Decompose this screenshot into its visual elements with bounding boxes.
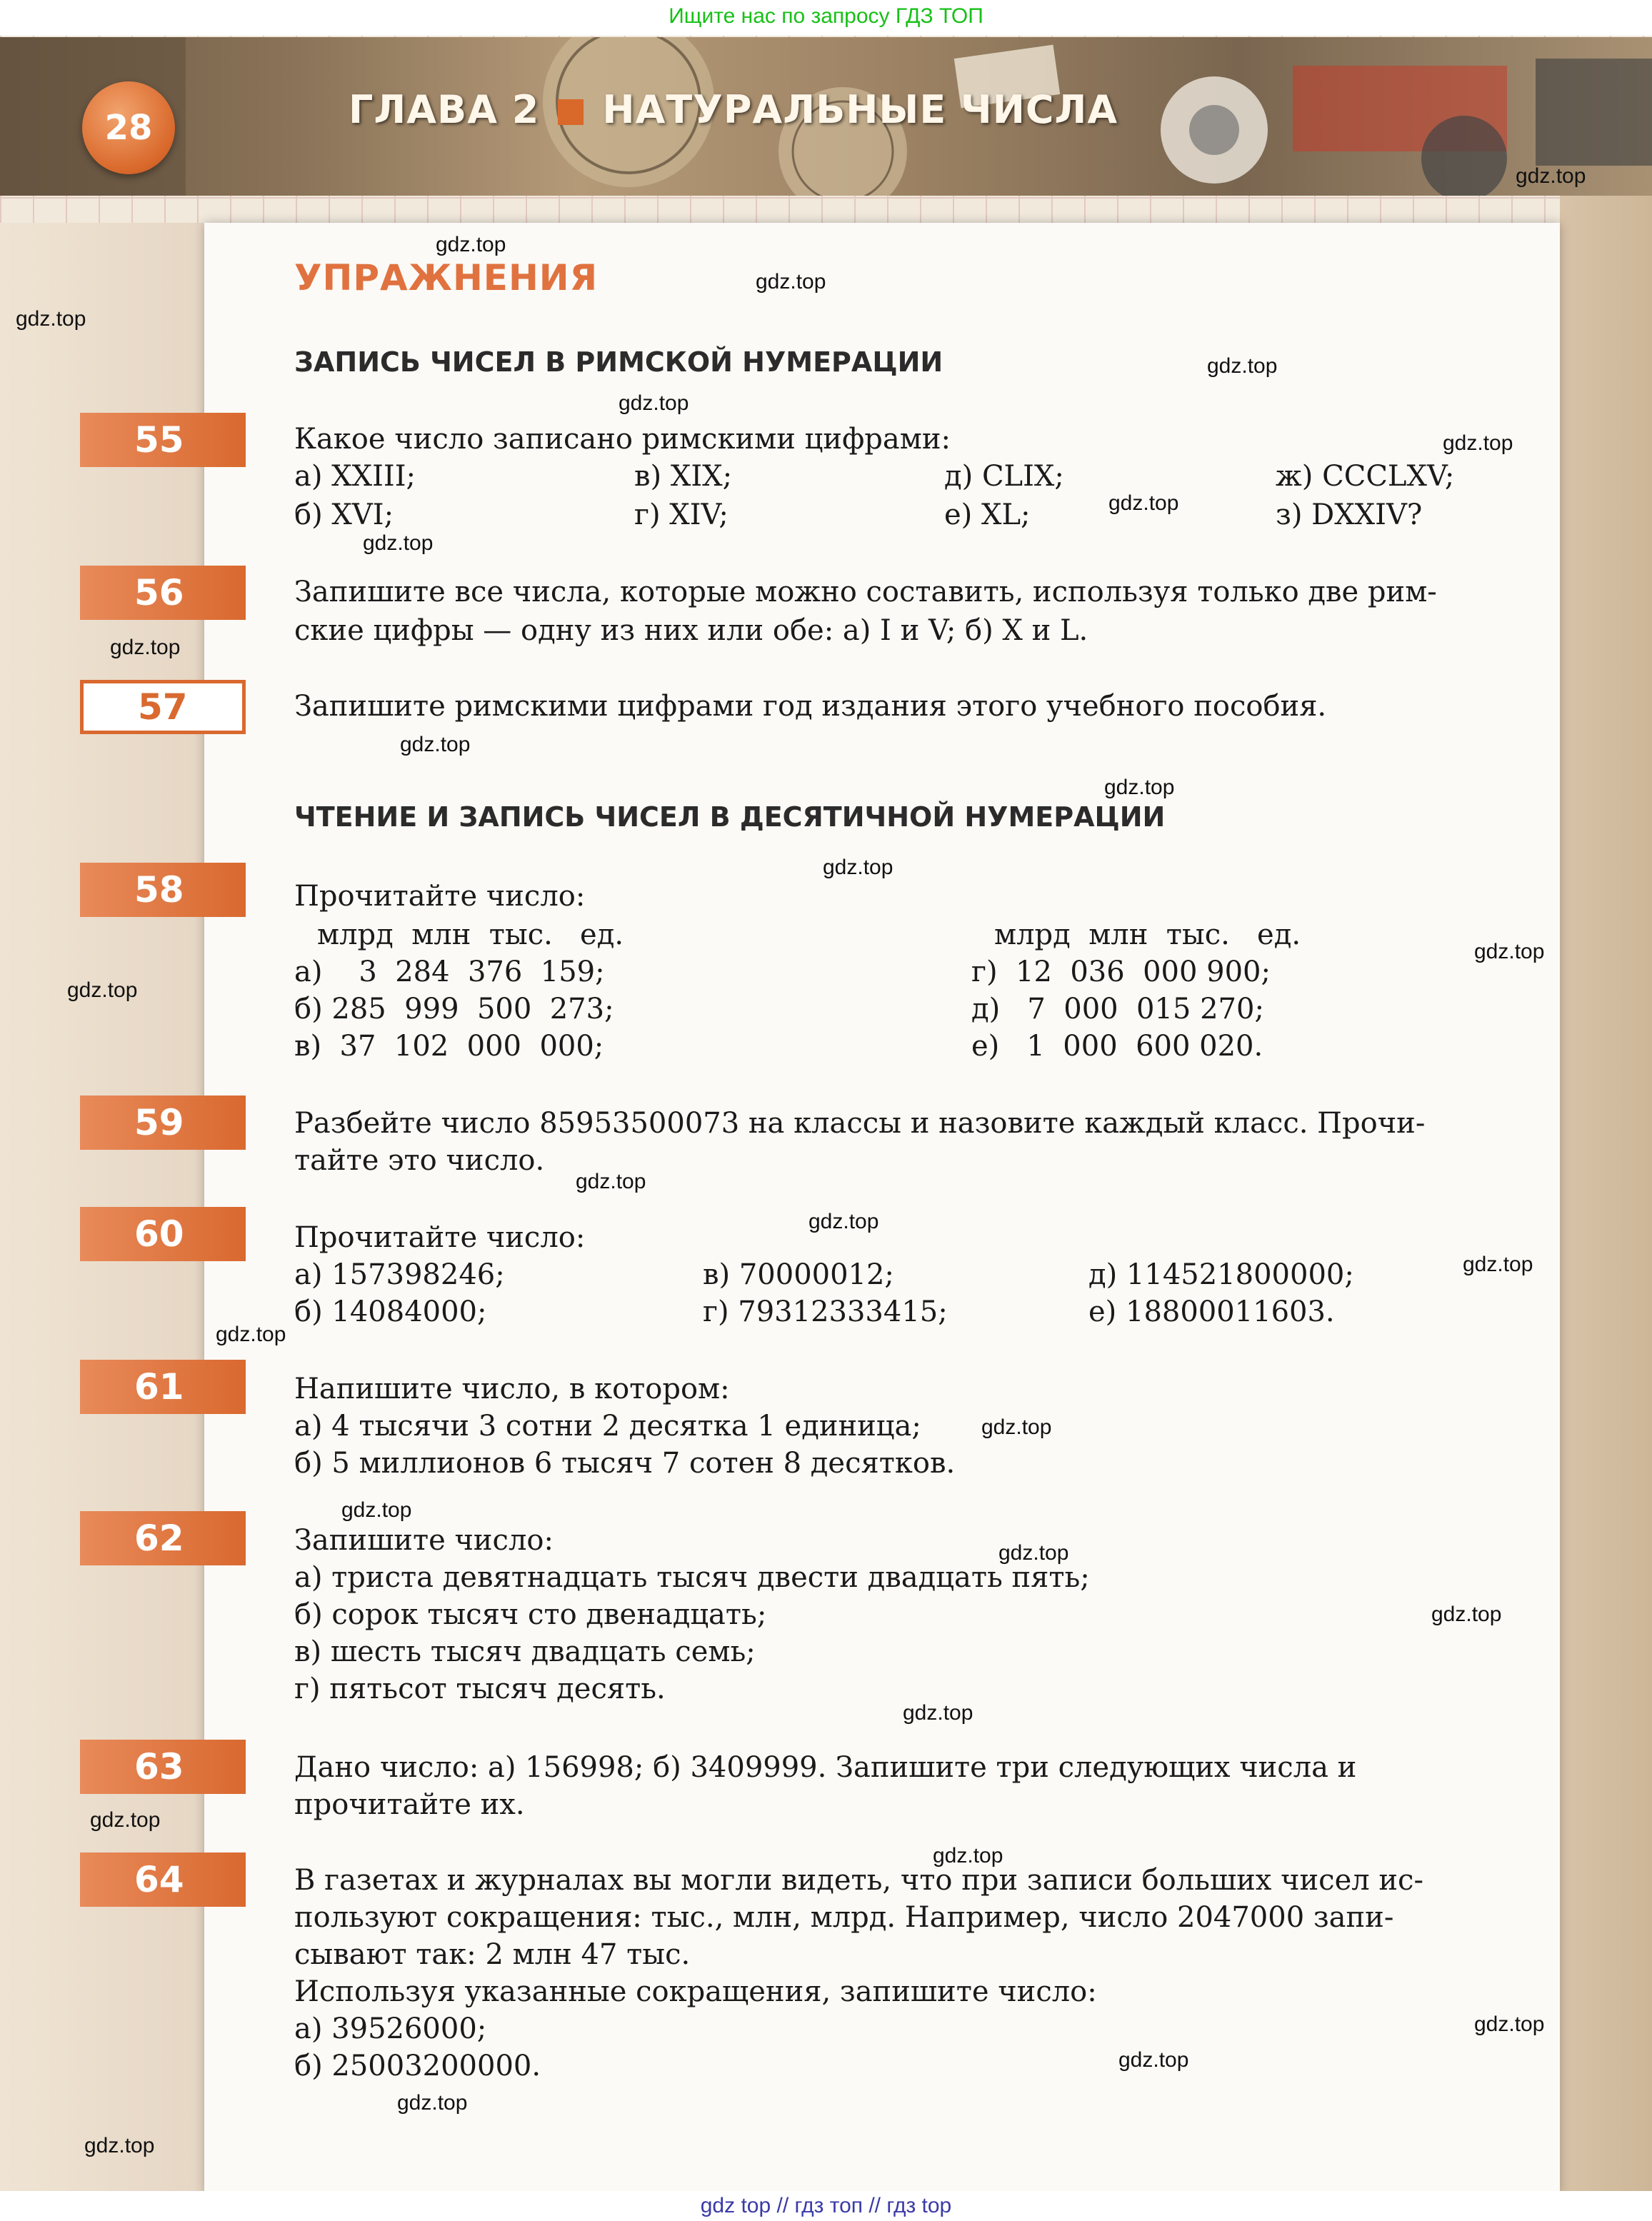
ex62-b: б) сорок тысяч сто двенадцать; — [294, 1598, 767, 1631]
watermark: gdz.top — [67, 978, 138, 1002]
ex60-b: б) 14084000; — [294, 1295, 487, 1328]
watermark: gdz.top — [933, 1844, 1003, 1867]
ex60-d: д) 114521800000; — [1088, 1258, 1354, 1291]
exercise-badge-61: 61 — [80, 1360, 246, 1414]
chapter-banner — [0, 37, 1652, 196]
watermark: gdz.top — [576, 1170, 646, 1193]
ex55-b: б) XVI; — [294, 498, 394, 531]
ex64-line-2: пользуют сокращения: тыс., млн, млрд. Например, число 2047000 запи- — [294, 1901, 1394, 1934]
section-title: УПРАЖНЕНИЯ — [294, 257, 599, 299]
watermark: gdz.top — [998, 1541, 1069, 1565]
ex62-question: Запишите число: — [294, 1524, 554, 1557]
exercise-badge-59: 59 — [80, 1096, 246, 1150]
watermark: gdz.top — [84, 2134, 155, 2157]
chapter-heading — [349, 87, 1118, 132]
exercise-badge-56: 56 — [80, 566, 246, 620]
right-margin-ghost — [1560, 196, 1652, 2195]
chapter-separator — [558, 99, 584, 125]
top-search-link[interactable]: Ищите нас по запросу ГДЗ ТОП — [0, 0, 1652, 36]
ex58-header-right: млрд млн тыс. ед. — [994, 918, 1301, 951]
ex63-line-1: Дано число: а) 156998; б) 3409999. Запишите три следующих числа и — [294, 1751, 1357, 1784]
exercise-badge-64: 64 — [80, 1852, 246, 1907]
ex64-line-4: Используя указанные сокращения, запишите число: — [294, 1975, 1097, 2008]
watermark: gdz.top — [1443, 431, 1513, 455]
ex56-line-1: Запишите все числа, которые можно составить, используя только две рим- — [294, 576, 1437, 608]
ex61-question: Напишите число, в котором: — [294, 1373, 730, 1405]
watermark: gdz.top — [341, 1498, 412, 1522]
chapter-label: ГЛАВА 2 — [349, 87, 540, 132]
roman-heading: ЗАПИСЬ ЧИСЕЛ В РИМСКОЙ НУМЕРАЦИИ — [294, 346, 943, 378]
watermark: gdz.top — [1104, 776, 1175, 799]
ex58-row-e: е) 1 000 600 020. — [971, 1030, 1263, 1063]
ex56-line-2: ские цифры — одну из них или обе: а) I и V; б) X и L. — [294, 614, 1088, 647]
watermark: gdz.top — [823, 856, 893, 879]
ex58-header-left: млрд млн тыс. ед. — [317, 918, 624, 951]
ex55-zh: ж) CCCLXV; — [1276, 460, 1455, 493]
exercise-badge-60: 60 — [80, 1207, 246, 1261]
watermark: gdz.top — [110, 636, 181, 659]
ex55-e: е) XL; — [944, 498, 1031, 531]
ex58-row-d: д) 7 000 015 270; — [971, 993, 1264, 1026]
footer-links[interactable]: gdz top // гдз топ // гдз top — [0, 2191, 1652, 2221]
ex62-g: г) пятьсот тысяч десять. — [294, 1673, 666, 1705]
watermark: gdz.top — [16, 307, 86, 331]
watermark: gdz.top — [903, 1701, 973, 1725]
decimal-heading: ЧТЕНИЕ И ЗАПИСЬ ЧИСЕЛ В ДЕСЯТИЧНОЙ НУМЕРАЦИИ — [294, 801, 1166, 833]
exercise-badge-63: 63 — [80, 1740, 246, 1794]
ex59-line-1: Разбейте число 85953500073 на классы и назовите каждый класс. Прочи- — [294, 1107, 1426, 1140]
watermark: gdz.top — [1474, 940, 1545, 963]
watermark: gdz.top — [1431, 1603, 1502, 1626]
ex62-v: в) шесть тысяч двадцать семь; — [294, 1635, 756, 1668]
watermark: gdz.top — [809, 1210, 879, 1233]
ex58-row-a: а) 3 284 376 159; — [294, 956, 605, 988]
watermark: gdz.top — [1207, 354, 1278, 378]
ex58-row-v: в) 37 102 000 000; — [294, 1030, 604, 1063]
ex61-b: б) 5 миллионов 6 тысяч 7 сотен 8 десятков. — [294, 1447, 956, 1480]
watermark: gdz.top — [981, 1415, 1052, 1439]
watermark: gdz.top — [1474, 2012, 1545, 2036]
watermark: gdz.top — [90, 1808, 161, 1832]
ex59-line-2: тайте это число. — [294, 1144, 545, 1177]
ex64-a: а) 39526000; — [294, 2012, 487, 2045]
ex62-a: а) триста девятнадцать тысяч двести двадцать пять; — [294, 1561, 1090, 1594]
watermark: gdz.top — [1108, 491, 1179, 515]
ex60-question: Прочитайте число: — [294, 1221, 586, 1254]
ex55-question: Какое число записано римскими цифрами: — [294, 423, 951, 456]
watermark: gdz.top — [363, 531, 434, 555]
ex55-d: д) CLIX; — [944, 460, 1064, 493]
watermark: gdz.top — [397, 2091, 468, 2115]
ex60-e: е) 18800011603. — [1088, 1295, 1335, 1328]
watermark: gdz.top — [216, 1323, 286, 1346]
ex63-line-2: прочитайте их. — [294, 1788, 525, 1821]
exercise-badge-62: 62 — [80, 1511, 246, 1565]
exercise-badge-58: 58 — [80, 863, 246, 917]
watermark: gdz.top — [1118, 2048, 1189, 2072]
ex60-a: а) 157398246; — [294, 1258, 505, 1291]
ex64-line-1: В газетах и журналах вы могли видеть, что при записи больших чисел ис- — [294, 1864, 1423, 1897]
exercise-badge-57: 57 — [80, 680, 246, 734]
ex58-row-b: б) 285 999 500 273; — [294, 993, 614, 1026]
watermark: gdz.top — [756, 270, 826, 294]
chapter-title: НАТУРАЛЬНЫЕ ЧИСЛА — [602, 87, 1118, 132]
watermark: gdz.top — [400, 733, 471, 756]
watermark: gdz.top — [1463, 1253, 1533, 1276]
ex55-a: а) XXIII; — [294, 460, 416, 493]
watermark: gdz.top — [436, 233, 506, 256]
watermark: gdz.top — [619, 391, 689, 415]
ex64-b: б) 25003200000. — [294, 2050, 541, 2082]
ex60-v: в) 70000012; — [703, 1258, 894, 1291]
ex58-row-g: г) 12 036 000 900; — [971, 956, 1271, 988]
ex57-line-1: Запишите римскими цифрами год издания этого учебного пособия. — [294, 690, 1327, 723]
ex55-z: з) DXXIV? — [1276, 498, 1423, 531]
ex55-v: в) XIX; — [634, 460, 733, 493]
ex60-g: г) 79312333415; — [703, 1295, 948, 1328]
ex55-g: г) XIV; — [634, 498, 729, 531]
page-number: 28 — [82, 81, 175, 174]
ex61-a: а) 4 тысячи 3 сотни 2 десятка 1 единица; — [294, 1410, 921, 1443]
ex64-line-3: сывают так: 2 млн 47 тыс. — [294, 1938, 691, 1971]
ex58-question: Прочитайте число: — [294, 880, 586, 913]
watermark: gdz.top — [1516, 164, 1586, 188]
exercise-badge-55: 55 — [80, 413, 246, 467]
